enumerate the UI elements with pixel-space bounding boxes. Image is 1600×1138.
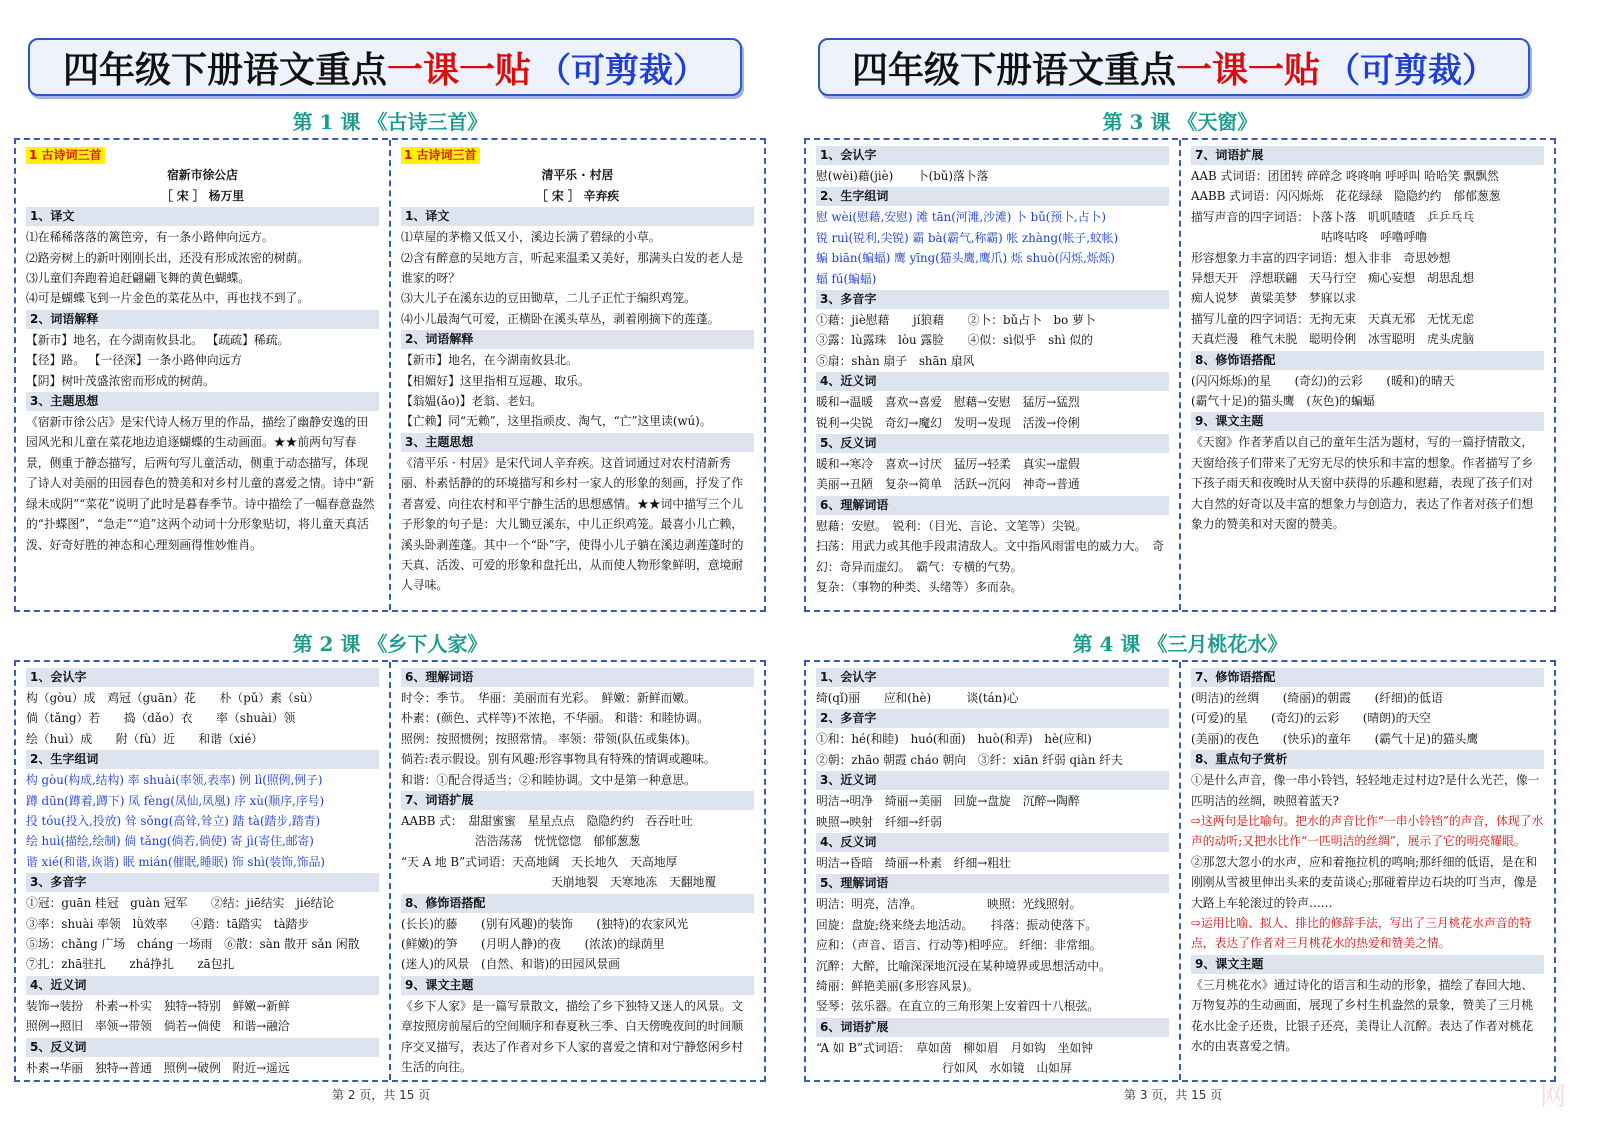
text-line: 异想天开 浮想联翩 天马行空 痴心妄想 胡思乱想 bbox=[1191, 271, 1475, 286]
text-line: “A 如 B”式词语： 草如茵 柳如眉 月如钩 坐如钟 bbox=[816, 1040, 1094, 1055]
text-line: 天崩地裂 天寒地冻 天翻地覆 bbox=[551, 875, 717, 890]
text-line: 行如风 水如镜 山如屏 bbox=[942, 1061, 1072, 1076]
section-header: 5、反义词 bbox=[26, 1038, 379, 1057]
text-line: 明洁→昏暗 绮丽→朴素 纤细→粗壮 bbox=[816, 856, 1011, 871]
text-line: ⑶大儿子在溪东边的豆田锄草，二儿子正忙于编织鸡笼。 bbox=[401, 291, 696, 306]
text-line: (美丽)的夜色 (快乐)的童年 (霸气十足)的猫头鹰 bbox=[1191, 731, 1479, 746]
page-number-left: 第 2 页，共 15 页 bbox=[332, 1088, 431, 1102]
section-header: 3、多音字 bbox=[26, 873, 379, 892]
section-header: 3、多音字 bbox=[816, 290, 1169, 309]
text-line: 蝙 biān(蝙蝠) 鹰 yīng(猫头鹰,鹰爪) 烁 shuò(闪烁,烁烁) bbox=[816, 251, 1115, 266]
poem-tag: 1 古诗词三首 bbox=[401, 147, 480, 164]
text-line: ③露：lù露珠 lòu 露脸 ④似：sì似乎 shì 似的 bbox=[816, 333, 1093, 348]
text-line: 装饰→装扮 朴素→朴实 独特→特别 鲜嫩→新鲜 bbox=[26, 998, 290, 1013]
text-line: 慰 wèi(慰藉,安慰) 滩 tān(河滩,沙滩) 卜 bǔ(预卜,占卜) bbox=[816, 210, 1106, 225]
section-header: 5、反义词 bbox=[816, 434, 1169, 453]
text-line: ①冠：guān 桂冠 guàn 冠军 ②结：jiē结实 jié结论 bbox=[26, 896, 335, 911]
lesson2-card bbox=[14, 660, 766, 1082]
theme-paragraph: 《三月桃花水》通过诗化的语言和生动的形象，描绘了春回大地、万物复苏的生动画面，展现了乡村生机盎然的景象，赞美了三月桃花水比金子还贵，比银子还亮，美得让人沉醉。表达了作者对桃花水的由衷喜爱之情。 bbox=[1191, 977, 1534, 1054]
text-line: 蝠 fú(蝙蝠) bbox=[816, 271, 877, 286]
text-line: (闪闪烁烁)的星 (奇幻)的云彩 (暖和)的晴天 bbox=[1191, 373, 1455, 388]
lesson4-col-b bbox=[1179, 662, 1554, 1080]
section-header: 1、会认字 bbox=[26, 668, 379, 687]
text-line: 暖和→温暖 喜欢→喜爱 慰藉→安慰 猛厉→猛烈 bbox=[816, 395, 1080, 410]
section-header: 2、词语解释 bbox=[26, 310, 379, 329]
banner-main-text: 四年级下册语文重点 bbox=[62, 49, 387, 91]
section-header: 4、近义词 bbox=[816, 372, 1169, 391]
section-header: 3、主题思想 bbox=[401, 433, 754, 452]
section-header: 8、重点句子赏析 bbox=[1191, 750, 1544, 769]
banner-main-text: 四年级下册语文重点 bbox=[851, 49, 1176, 91]
text-line: (明洁)的丝绸 (绮丽)的朝霞 (纤细)的低语 bbox=[1191, 691, 1443, 705]
text-line: “天 A 地 B”式词语：天高地阔 天长地久 天高地厚 bbox=[401, 854, 678, 869]
theme-paragraph: 《天窗》作者茅盾以自己的童年生活为题材，写的一篇抒情散文，天窗给孩子们带来了无穷无尽的快乐和丰富的想象。作者描写了乡下孩子雨天和夜晚时从天窗中获得的乐趣和慰藉，表现了孩子们对大自然的好奇以及丰富的想象力与创造力，表达了作者对孩子们想象力的赞美和对天窗的赞美。 bbox=[1191, 435, 1534, 532]
text-line: (可爱)的星 (奇幻)的云彩 (晴朗)的天空 bbox=[1191, 711, 1431, 726]
text-line: 明洁→明净 绮丽→美丽 回旋→盘旋 沉醉→陶醉 bbox=[816, 794, 1080, 809]
text-line: 照例：按照惯例；按照常情。 率领：带领(队伍或集体)。 bbox=[401, 731, 698, 746]
lesson3-col-a bbox=[806, 140, 1179, 610]
section-header: 2、生字组词 bbox=[816, 187, 1169, 206]
lesson4-col-a bbox=[806, 662, 1179, 1080]
text-line: 和谐：①配合得适当；②和睦协调。文中是第一种意思。 bbox=[401, 772, 696, 787]
text-line: ①藉：jiè慰藉 jí狼藉 ②卜：bǔ占卜 bo 萝卜 bbox=[816, 313, 1096, 328]
text-line: 回旋：盘旋;绕来绕去地活动。 抖落：振动使落下。 bbox=[816, 917, 1098, 932]
section-header: 9、课文主题 bbox=[1191, 412, 1544, 431]
text-line: ②那忽大忽小的水声，应和着拖拉机的鸣响;那纤细的低语，是在和刚刚从雪被里伸出头来的麦苗谈心;那碰着岸边石块的叮当声，像是大路上车轮滚过的铃声…… bbox=[1191, 854, 1538, 910]
lesson3-title: 第 3 课 《天窗》 bbox=[1102, 110, 1258, 134]
text-line: AABB 式词语：闪闪烁烁 花花绿绿 隐隐约约 郁郁葱葱 bbox=[1191, 189, 1501, 204]
section-header: 2、词语解释 bbox=[401, 330, 754, 349]
text-line: 【相媚好】这里指相互逗趣、取乐。 bbox=[401, 373, 590, 388]
section-header: 6、理解词语 bbox=[401, 668, 754, 687]
text-line: ⑤场：chǎng 广场 cháng 一场雨 ⑥散：sàn 散开 sǎn 闲散 bbox=[26, 937, 360, 952]
text-line: 天真烂漫 稚气未脱 聪明伶俐 冰雪聪明 虎头虎脑 bbox=[1191, 332, 1475, 347]
text-line: 构（gòu）成 鸡冠（guān）花 朴（pǔ）素（sù） bbox=[26, 691, 320, 705]
analysis-line: ⇨运用比喻、拟人、排比的修辞手法，写出了三月桃花水声音的特点，表达了作者对三月桃花水的热爱和赞美之情。 bbox=[1191, 916, 1532, 951]
section-header: 9、课文主题 bbox=[401, 976, 754, 995]
text-line: ①是什么声音，像一串小铃铛，轻轻地走过村边?是什么光芒，像一匹明洁的丝绸，映照着蓝天? bbox=[1191, 773, 1540, 808]
text-line: 沉醉：大醉，比喻深深地沉浸在某种境界或思想活动中。 bbox=[816, 958, 1111, 973]
text-line: 朴素：(颜色、式样等)不浓艳，不华丽。 和谐：和睦协调。 bbox=[401, 711, 709, 726]
text-line: ⑷小儿最淘气可爱，正横卧在溪头草丛，剥着刚摘下的莲蓬。 bbox=[401, 311, 720, 326]
text-line: 锐利→尖锐 奇幻→魔幻 发明→发现 活泼→伶俐 bbox=[816, 415, 1080, 430]
section-header: 6、理解词语 bbox=[816, 496, 1169, 515]
theme-paragraph: 《宿新市徐公店》是宋代诗人杨万里的作品，描绘了幽静安逸的田园风光和儿童在菜花地边追逐蝴蝶的生动画面。★★前两句写春景，侧重于静态描写，后两句写儿童活动，侧重于动态描写，体现了诗人对美丽的田园春色的赞美和对乡村儿童的喜爱之情。诗中“新绿未成阴”“菜花”说明了此时是暮春季节。诗中描绘了一幅春意盎然的“扑蝶图”，“急走”“追”这两个动词十分形象贴切，将儿童天真活泼、好奇好胜的神态和心理刻画得惟妙惟肖。 bbox=[26, 415, 375, 552]
poem-tag: 1 古诗词三首 bbox=[26, 147, 105, 164]
section-header: 9、课文主题 bbox=[1191, 955, 1544, 974]
text-line: ①和：hé(和睦) huó(和面) huò(和弄) hè(应和) bbox=[816, 732, 1092, 747]
theme-paragraph: 《清平乐 · 村居》是宋代词人辛弃疾。这首词通过对农村清新秀丽、朴素恬静的的环境描写和乡村一家人的形象的刻画，抒发了作者喜爱、向往农村和平宁静生活的思想感情。★★词中描写三个儿子形象的句子是：大儿锄豆溪东，中儿正织鸡笼。最喜小儿亡赖，溪头卧剥莲蓬。其中一个“卧”字，使得小儿子躺在溪边剥莲蓬时的天真、活泼、可爱的形象和盘托出，从而使人物形象鲜明，意境耐人寻味。 bbox=[401, 455, 744, 593]
banner-red-text: 一课一贴 bbox=[1176, 49, 1321, 91]
text-line: (长长)的藤 (别有风趣)的装饰 (独特)的农家风光 bbox=[401, 916, 689, 931]
text-line: (霸气十足)的猫头鹰 (灰色)的蝙蝠 bbox=[1191, 394, 1375, 409]
text-line: 照例→照旧 率领→带领 倘若→倘使 和谐→融洽 bbox=[26, 1019, 290, 1034]
text-line: 痴人说梦 黄粱美梦 梦寐以求 bbox=[1191, 291, 1357, 306]
section-header: 6、词语扩展 bbox=[816, 1018, 1169, 1037]
poem-author: ［ 宋 ］ 辛弃疾 bbox=[535, 188, 620, 203]
text-line: 复杂：（事物的种类、头绪等）多而杂。 bbox=[816, 580, 1023, 595]
section-header: 5、理解词语 bbox=[816, 874, 1169, 893]
text-line: ⑷可是蝴蝶飞到一片金色的菜花丛中，再也找不到了。 bbox=[26, 291, 310, 306]
text-line: 倘（tǎng）若 捣（dǎo）衣 率（shuài）领 bbox=[26, 711, 296, 726]
text-line: 慰藉：安慰。 锐利：（目光、言论、文笔等）尖锐。 bbox=[816, 518, 1088, 533]
text-line: ⑦扎：zhā驻扎 zhá挣扎 zā包扎 bbox=[26, 957, 235, 972]
text-line: 咕咚咕咚 呼噜呼噜 bbox=[1321, 230, 1428, 245]
text-line: 应和：（声音、语言、行动等)相呼应。 纤细：非常细。 bbox=[816, 938, 1102, 953]
lesson2-col-a bbox=[16, 662, 389, 1080]
section-header: 2、多音字 bbox=[816, 709, 1169, 728]
lesson1-col-a bbox=[16, 140, 389, 610]
text-line: AAB 式词语：团团转 碎碎念 咚咚响 呼呼叫 哈哈笑 飘飘然 bbox=[1191, 169, 1499, 183]
text-line: ⑴在稀稀落落的篱笆旁，有一条小路伸向远方。 bbox=[26, 230, 274, 245]
section-header: 7、修饰语搭配 bbox=[1191, 668, 1544, 687]
lesson2-col-b bbox=[389, 662, 764, 1080]
lesson1-card bbox=[14, 138, 766, 612]
section-header: 1、译文 bbox=[26, 207, 379, 226]
right-banner bbox=[818, 38, 1530, 96]
text-line: 【阴】树叶茂盛浓密而形成的树荫。 bbox=[26, 373, 215, 388]
text-line: 浩浩荡荡 恍恍惚惚 郁郁葱葱 bbox=[475, 834, 641, 849]
text-line: 锐 ruì(锐利,尖锐) 霸 bà(霸气,称霸) 帐 zhàng(帐子,蚊帐) bbox=[816, 230, 1119, 245]
text-line: 投 tóu(投入,投放) 耸 sǒng(高耸,耸立) 踏 tà(踏步,踏青) bbox=[26, 814, 321, 829]
text-line: 构 gòu(构成,结构) 率 shuài(率领,表率) 例 lì(照例,例子) bbox=[26, 773, 323, 788]
text-line: 明洁：明亮，洁净。 映照：光线照射。 bbox=[816, 897, 1082, 912]
lesson4-card bbox=[804, 660, 1556, 1082]
text-line: 时令：季节。 华丽：美丽而有光彩。 鲜嫩：新鲜而嫩。 bbox=[401, 691, 696, 705]
banner-blue-text: （可剪裁） bbox=[537, 50, 708, 91]
text-line: 【径】路。 【一径深】一条小路伸向远方 bbox=[26, 353, 243, 368]
section-header: 8、修饰语搭配 bbox=[401, 894, 754, 913]
lesson1-title: 第 1 课 《古诗三首》 bbox=[292, 110, 488, 134]
section-header: 7、词语扩展 bbox=[401, 791, 754, 810]
text-line: 【亡赖】同“无赖”，这里指顽皮、淘气，“亡”这里读(wú)。 bbox=[401, 414, 712, 429]
section-header: 1、会认字 bbox=[816, 668, 1169, 687]
section-header: 3、主题思想 bbox=[26, 392, 379, 411]
section-header: 4、近义词 bbox=[26, 976, 379, 995]
text-line: ⑵含有醉意的吴地方言，听起来温柔又美好，那满头白发的老人是谁家的呀？ bbox=[401, 250, 744, 286]
text-line: 谐 xié(和谐,诙谐) 眠 mián(催眠,睡眠) 饰 shì(装饰,饰品) bbox=[26, 854, 325, 869]
text-line: 竖琴：弦乐器。在直立的三角形架上安着四十八根弦。 bbox=[816, 999, 1100, 1014]
text-line: ⑵路旁树上的新叶刚刚长出，还没有形成浓密的树荫。 bbox=[26, 250, 310, 265]
section-header: 4、反义词 bbox=[816, 833, 1169, 852]
text-line: ⑶儿童们奔跑着追赶翩翩飞舞的黄色蝴蝶。 bbox=[26, 271, 251, 286]
text-line: 形容想象力丰富的四字词语：想入非非 奇思妙想 bbox=[1191, 250, 1451, 265]
poem-title: 清平乐 · 村居 bbox=[541, 168, 614, 183]
text-line: 【翁媪(ǎo)】老翁、老妇。 bbox=[401, 394, 543, 409]
text-line: 【新市】地名，在今湖南攸县北。 bbox=[401, 353, 578, 368]
text-line: 绮(qǐ)丽 应和(hè) 谈(tán)心 bbox=[816, 691, 1019, 705]
text-line: 【新市】地名，在今湖南攸县北。 【疏疏】稀疏。 bbox=[26, 332, 290, 347]
lesson2-title: 第 2 课 《乡下人家》 bbox=[292, 632, 488, 656]
page-number-right: 第 3 页，共 15 页 bbox=[1124, 1088, 1223, 1102]
text-line: 扫荡：用武力或其他手段肃清敌人。文中指风雨雷电的威力大。 奇幻：奇异而虚幻。 霸气：专横的气势。 bbox=[816, 539, 1165, 574]
lesson4-title: 第 4 课 《三月桃花水》 bbox=[1072, 632, 1288, 656]
text-line: 绮丽：鲜艳美丽(多形容风景)。 bbox=[816, 979, 979, 994]
theme-paragraph: 《乡下人家》是一篇写景散文，描绘了乡下独特又迷人的风景。文章按照房前屋后的空间顺序和春夏秋三季、白天傍晚夜间的时间顺序交叉描写，表达了作者对乡下人家的喜爱之情和对宁静悠闲乡村生活的向往。 bbox=[401, 998, 744, 1075]
text-line: 描写声音的四字词语：卜落卜落 叽叽喳喳 乒乒乓乓 bbox=[1191, 209, 1475, 224]
text-line: 映照→映射 纤细→纤弱 bbox=[816, 814, 942, 829]
text-line: ⑴草屋的茅檐又低又小，溪边长满了碧绿的小草。 bbox=[401, 230, 661, 245]
banner-blue-text: （可剪裁） bbox=[1326, 50, 1497, 91]
text-line: ②朝：zhāo 朝霞 cháo 朝向 ③纤：xiān 纤弱 qiàn 纤夫 bbox=[816, 752, 1123, 767]
section-header: 2、生字组词 bbox=[26, 750, 379, 769]
text-line: AABB 式： 甜甜蜜蜜 星星点点 隐隐约约 吞吞吐吐 bbox=[401, 814, 693, 829]
text-line: 绘 huì(描绘,绘制) 倘 tǎng(倘若,倘使) 寄 jì(寄住,邮寄) bbox=[26, 834, 314, 849]
lesson1-col-b bbox=[389, 140, 764, 610]
section-header: 3、近义词 bbox=[816, 771, 1169, 790]
text-line: ⑤扇：shàn 扇子 shān 扇风 bbox=[816, 353, 975, 368]
banner-red-text: 一课一贴 bbox=[387, 49, 532, 91]
text-line: 倘若:表示假设。别有风趣:形容事物具有特殊的情调或趣味。 bbox=[401, 752, 716, 767]
lesson3-card bbox=[804, 138, 1556, 612]
text-line: ③率：shuài 率领 lǜ效率 ④踏：tā踏实 tà踏步 bbox=[26, 916, 310, 931]
text-line: (迷人)的风景 (自然、和谐)的田园风景画 bbox=[401, 957, 620, 972]
text-line: 描写儿童的四字词语：无拘无束 天真无邪 无忧无虑 bbox=[1191, 311, 1475, 326]
section-header: 1、会认字 bbox=[816, 146, 1169, 165]
text-line: (鲜嫩)的笋 (月明人静)的夜 (浓浓)的绿荫里 bbox=[401, 937, 665, 952]
section-header: 1、译文 bbox=[401, 207, 754, 226]
text-line: 美丽→丑陋 复杂→简单 活跃→沉闷 神奇→普通 bbox=[816, 477, 1080, 492]
text-line: 绘（huì）成 附（fù）近 和谐（xié） bbox=[26, 731, 264, 746]
lesson3-col-b bbox=[1179, 140, 1554, 610]
analysis-line: ⇨这两句是比喻句。把水的声音比作“一串小铃铛”的声音，体现了水声的动听;又把水比作“一匹明洁的丝绸”，展示了它的明亮耀眼。 bbox=[1191, 814, 1544, 849]
left-banner bbox=[28, 38, 742, 96]
section-header: 7、词语扩展 bbox=[1191, 146, 1544, 165]
section-header: 8、修饰语搭配 bbox=[1191, 351, 1544, 370]
poem-title: 宿新市徐公店 bbox=[167, 168, 238, 183]
text-line: 蹲 dūn(蹲着,蹲下) 凤 fèng(凤仙,凤凰) 序 xù(顺序,序号) bbox=[26, 793, 325, 808]
poem-author: ［ 宋 ］ 杨万里 bbox=[160, 188, 245, 203]
text-line: 慰(wèi)藉(jiè) 卜(bǔ)落卜落 bbox=[816, 169, 989, 183]
text-line: 朴素→华丽 独特→普通 照例→破例 附近→遥远 bbox=[26, 1060, 290, 1075]
text-line: 暖和→寒冷 喜欢→讨厌 猛厉→轻柔 真实→虚假 bbox=[816, 457, 1080, 472]
watermark: 网 bbox=[1540, 1082, 1567, 1112]
